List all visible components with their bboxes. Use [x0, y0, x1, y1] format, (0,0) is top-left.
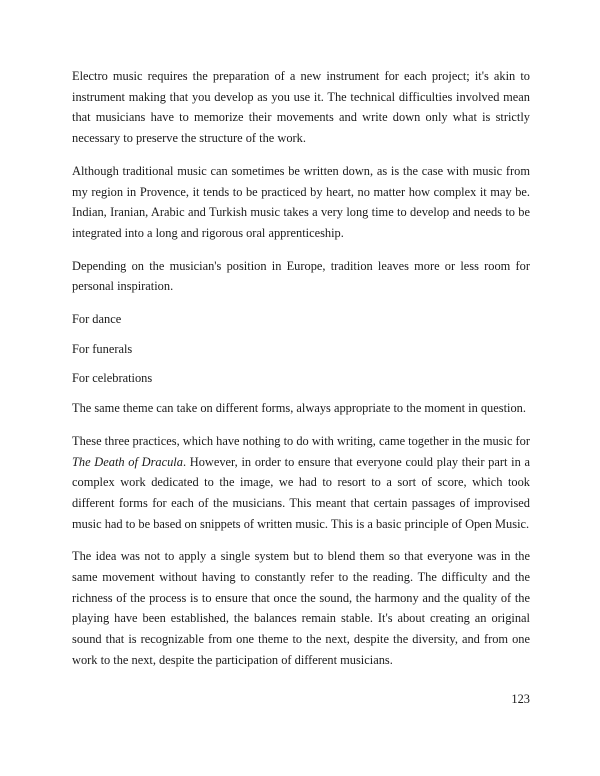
- paragraph-blend-systems: The idea was not to apply a single system but to blend them so that everyone was in the same movement without having to constantly refer to the reading. The difficulty and the richness of the process is to ensure that once the sound, the harmony and the quality of the playing have been established, the balances remain stable. It's about creating an original sound that is recognizable from one theme to the next, despite the diversity, and from one work to the next, despite the participation of different musicians.: [72, 549, 530, 667]
- list-item-funerals: For funerals: [72, 341, 133, 356]
- page-number: 123: [511, 692, 530, 706]
- paragraph-three-practices-rest: . However, in order to ensure that everyone could play their part in a complex work dedicated to the image, we had to resort to a sort of score, which took different forms for each of the musicians. This meant that certain passages of improvised music had to be based on snippets of written music. This is a basic principle of Open Music.: [72, 454, 530, 531]
- paragraph-three-practices: [72, 431, 530, 535]
- paragraph-same-theme: The same theme can take on different forms, always appropriate to the moment in question.: [72, 401, 526, 416]
- work-title: The Death of Dracula: [72, 454, 183, 469]
- paragraph-three-practices-lead: These three practices, which have nothing to do with writing, came together in the music for: [72, 433, 530, 448]
- paragraph-traditional-music: Although traditional music can sometimes be written down, as is the case with music from my region in Provence, it tends to be practiced by heart, no matter how complex it may be. Indian, Iranian, Arabic and Turkish music takes a very long time to develop and needs to be integrated into a long and rigorous oral apprenticeship.: [72, 163, 530, 240]
- list-item-celebrations: For celebrations: [72, 371, 153, 386]
- paragraph-tradition-position: Depending on the musician's position in Europe, tradition leaves more or less room for personal inspiration.: [72, 258, 530, 294]
- paragraph-electro-music: Electro music requires the preparation of a new instrument for each project; it's akin to instrument making that you develop as you use it. The technical difficulties involved mean that musicians have to memorize their movements and write down only what is strictly necessary to preserve the structure of the work.: [72, 69, 530, 146]
- list-item-dance: For dance: [72, 312, 122, 327]
- body-text: [72, 66, 530, 683]
